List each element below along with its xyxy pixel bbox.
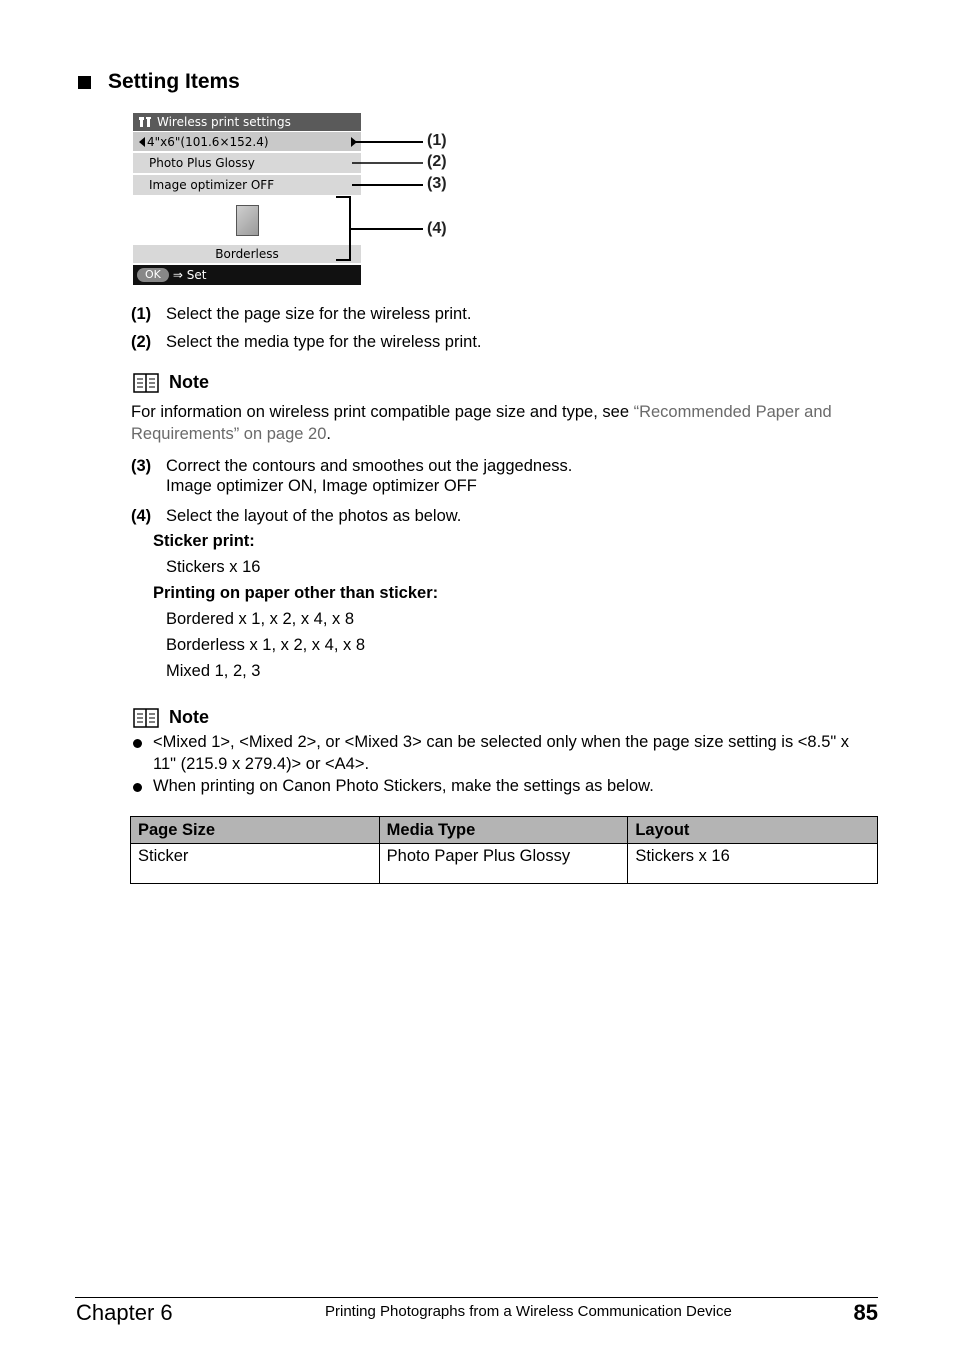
page-number: 85 bbox=[853, 1300, 878, 1325]
lcd-page-size: 4"x6"(101.6×152.4) bbox=[147, 134, 269, 149]
table-header-row bbox=[131, 817, 878, 844]
note-book-icon bbox=[133, 373, 159, 393]
layout-item: Borderless x 1, x 2, x 4, x 8 bbox=[166, 636, 365, 654]
note-text bbox=[131, 401, 876, 445]
callout-1: (1) bbox=[427, 132, 447, 149]
footer-chapter: Chapter 6 bbox=[76, 1300, 173, 1325]
callout-2: (2) bbox=[427, 153, 447, 170]
note-heading bbox=[133, 707, 209, 728]
table-header: Page Size bbox=[131, 817, 380, 844]
item-number: (2) bbox=[131, 333, 152, 351]
list-item bbox=[131, 332, 482, 353]
lcd-optimizer: Image optimizer OFF bbox=[149, 178, 275, 192]
table-header: Layout bbox=[628, 817, 878, 844]
other-paper-heading: Printing on paper other than sticker: bbox=[153, 584, 439, 602]
bullet-dot-icon bbox=[133, 739, 142, 748]
table-cell: Stickers x 16 bbox=[628, 844, 878, 884]
settings-table bbox=[130, 816, 878, 884]
lcd-media-type: Photo Plus Glossy bbox=[149, 156, 255, 170]
table-row bbox=[131, 844, 878, 884]
layout-item: Bordered x 1, x 2, x 4, x 8 bbox=[166, 610, 355, 628]
arrow-left-icon bbox=[139, 137, 145, 147]
item-text: Select the layout of the photos as below. bbox=[166, 507, 462, 525]
list-item bbox=[131, 456, 573, 477]
lcd-optimizer-row bbox=[133, 175, 361, 195]
lcd-layout-row bbox=[133, 245, 361, 263]
item-text: Select the media type for the wireless print. bbox=[166, 333, 482, 351]
lcd-screen bbox=[133, 113, 361, 285]
lcd-title: Wireless print settings bbox=[157, 115, 291, 129]
photo-thumbnail-icon bbox=[236, 205, 259, 236]
tools-icon bbox=[139, 116, 153, 128]
sticker-heading: Sticker print: bbox=[153, 532, 255, 550]
reference-link[interactable]: “Recommended Paper and Requirements” on page 20 bbox=[131, 403, 832, 443]
lcd-set-label: ⇒ Set bbox=[172, 268, 207, 282]
item-subtext: Image optimizer ON, Image optimizer OFF bbox=[166, 477, 477, 495]
item-number: (4) bbox=[131, 507, 152, 525]
item-text: Correct the contours and smoothes out the jaggedness. bbox=[166, 457, 573, 475]
note-title: Note bbox=[169, 707, 209, 727]
bullet-dot-icon bbox=[133, 783, 142, 792]
bullet-text: When printing on Canon Photo Stickers, make the settings as below. bbox=[153, 777, 654, 795]
square-bullet-icon bbox=[78, 76, 91, 89]
callout-3: (3) bbox=[427, 175, 447, 192]
list-item bbox=[131, 304, 472, 325]
list-item bbox=[131, 506, 462, 527]
callout-4: (4) bbox=[427, 220, 447, 237]
note-body: For information on wireless print compatible page size and type, see bbox=[131, 403, 634, 421]
lcd-layout: Borderless bbox=[215, 247, 279, 261]
footer-title: Printing Photographs from a Wireless Communication Device bbox=[325, 1303, 732, 1320]
section-heading bbox=[78, 70, 240, 94]
note-period: . bbox=[326, 425, 331, 443]
lcd-media-type-row bbox=[133, 153, 361, 173]
item-number: (3) bbox=[131, 457, 152, 475]
item-number: (1) bbox=[131, 305, 152, 323]
footer-divider bbox=[75, 1297, 878, 1298]
table-cell: Sticker bbox=[131, 844, 380, 884]
sticker-item: Stickers x 16 bbox=[166, 558, 261, 576]
note-heading bbox=[133, 372, 209, 393]
table-header: Media Type bbox=[379, 817, 628, 844]
table-cell: Photo Paper Plus Glossy bbox=[379, 844, 628, 884]
note-title: Note bbox=[169, 372, 209, 392]
bullet-text: <Mixed 1>, <Mixed 2>, or <Mixed 3> can be selected only when the page size setting is <8.5" x 11" (215.9 x 279.4)> or <A4>. bbox=[153, 733, 850, 773]
layout-item: Mixed 1, 2, 3 bbox=[166, 662, 261, 680]
item-text: Select the page size for the wireless print. bbox=[166, 305, 472, 323]
section-title: Setting Items bbox=[108, 70, 240, 93]
lcd-title-bar bbox=[133, 113, 361, 131]
lcd-ok-bar bbox=[133, 265, 361, 285]
callout-lines bbox=[330, 125, 425, 265]
ok-button-icon: OK bbox=[137, 268, 169, 282]
lcd-page-size-row bbox=[133, 132, 361, 151]
note-book-icon bbox=[133, 708, 159, 728]
